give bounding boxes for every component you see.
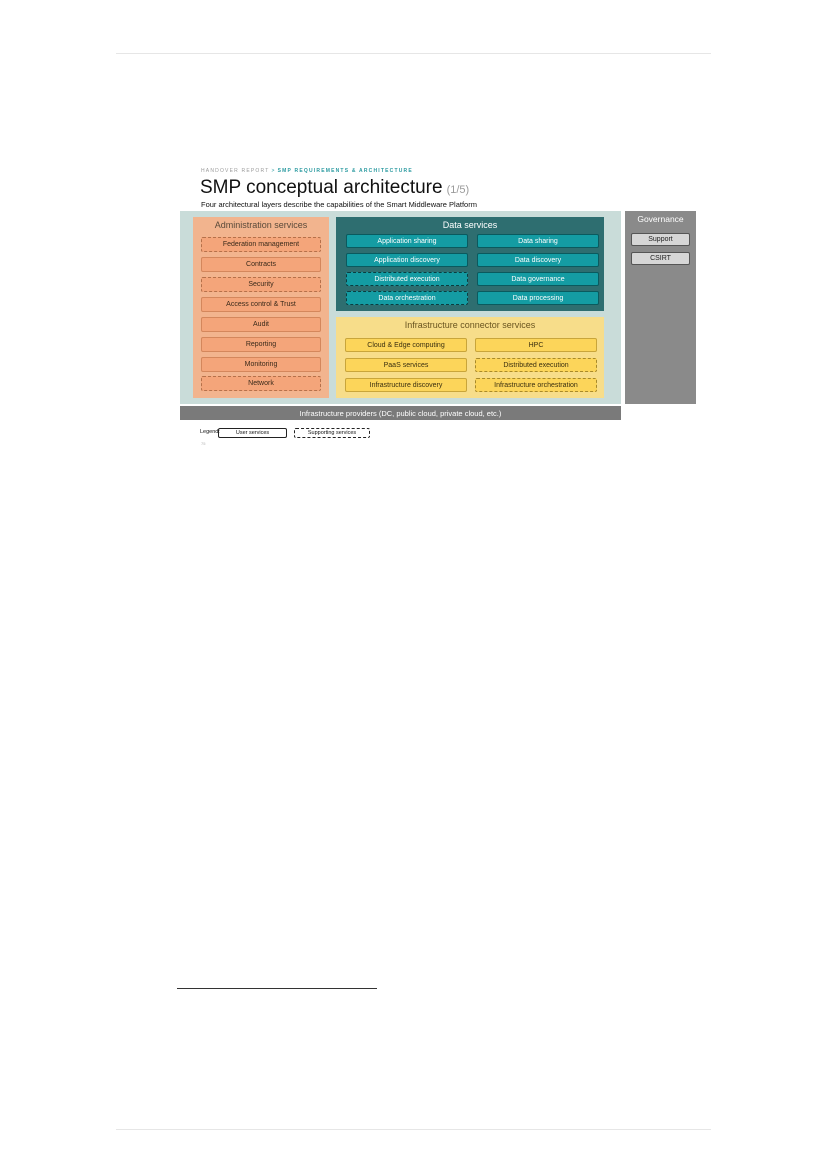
data-item-data-discovery: Data discovery bbox=[477, 253, 599, 267]
admin-item-audit: Audit bbox=[201, 317, 321, 332]
infra-item-paas: PaaS services bbox=[345, 358, 467, 372]
data-services-title: Data services bbox=[442, 220, 498, 230]
infra-item-hpc: HPC bbox=[475, 338, 597, 352]
infrastructure-providers-bar: Infrastructure providers (DC, public cloud, private cloud, etc.) bbox=[180, 406, 621, 420]
page-subtitle: Four architectural layers describe the capabilities of the Smart Middleware Platform bbox=[201, 200, 477, 209]
legend-supporting-services: Supporting services bbox=[294, 428, 370, 438]
infra-item-infrastructure-discovery: Infrastructure discovery bbox=[345, 378, 467, 392]
legend-user-services: User services bbox=[218, 428, 287, 438]
infra-item-distributed-execution: Distributed execution bbox=[475, 358, 597, 372]
breadcrumb-separator: > bbox=[271, 168, 276, 174]
admin-item-network: Network bbox=[201, 376, 321, 391]
data-item-data-orchestration: Data orchestration bbox=[346, 291, 468, 305]
page-title bbox=[200, 176, 469, 202]
legend-label: Legend: bbox=[200, 429, 220, 435]
infra-item-cloud-edge: Cloud & Edge computing bbox=[345, 338, 467, 352]
admin-item-federation-management: Federation management bbox=[201, 237, 321, 252]
governance-item-support: Support bbox=[631, 233, 690, 246]
data-item-data-sharing: Data sharing bbox=[477, 234, 599, 248]
data-item-application-discovery: Application discovery bbox=[346, 253, 468, 267]
admin-item-contracts: Contracts bbox=[201, 257, 321, 272]
breadcrumb-current: SMP REQUIREMENTS & ARCHITECTURE bbox=[277, 168, 413, 174]
slide-page-number: 75 bbox=[201, 441, 206, 446]
header-rule bbox=[116, 53, 711, 54]
infra-item-infrastructure-orchestration: Infrastructure orchestration bbox=[475, 378, 597, 392]
footer-rule bbox=[116, 1129, 711, 1130]
title-page-indicator: (1/5) bbox=[446, 184, 470, 196]
data-item-distributed-execution: Distributed execution bbox=[346, 272, 468, 286]
data-item-application-sharing: Application sharing bbox=[346, 234, 468, 248]
admin-item-monitoring: Monitoring bbox=[201, 357, 321, 372]
title-text: SMP conceptual architecture bbox=[200, 177, 443, 198]
admin-item-security: Security bbox=[201, 277, 321, 292]
governance-title: Governance bbox=[637, 214, 684, 224]
governance-item-csirt: CSIRT bbox=[631, 252, 690, 265]
administration-services-title: Administration services bbox=[214, 220, 308, 230]
breadcrumb-section: HANDOVER REPORT bbox=[201, 168, 270, 174]
footnote-rule bbox=[177, 988, 377, 989]
admin-item-reporting: Reporting bbox=[201, 337, 321, 352]
breadcrumb bbox=[201, 168, 413, 174]
data-item-data-processing: Data processing bbox=[477, 291, 599, 305]
data-item-data-governance: Data governance bbox=[477, 272, 599, 286]
admin-item-access-control: Access control & Trust bbox=[201, 297, 321, 312]
infrastructure-connector-title: Infrastructure connector services bbox=[404, 320, 536, 330]
